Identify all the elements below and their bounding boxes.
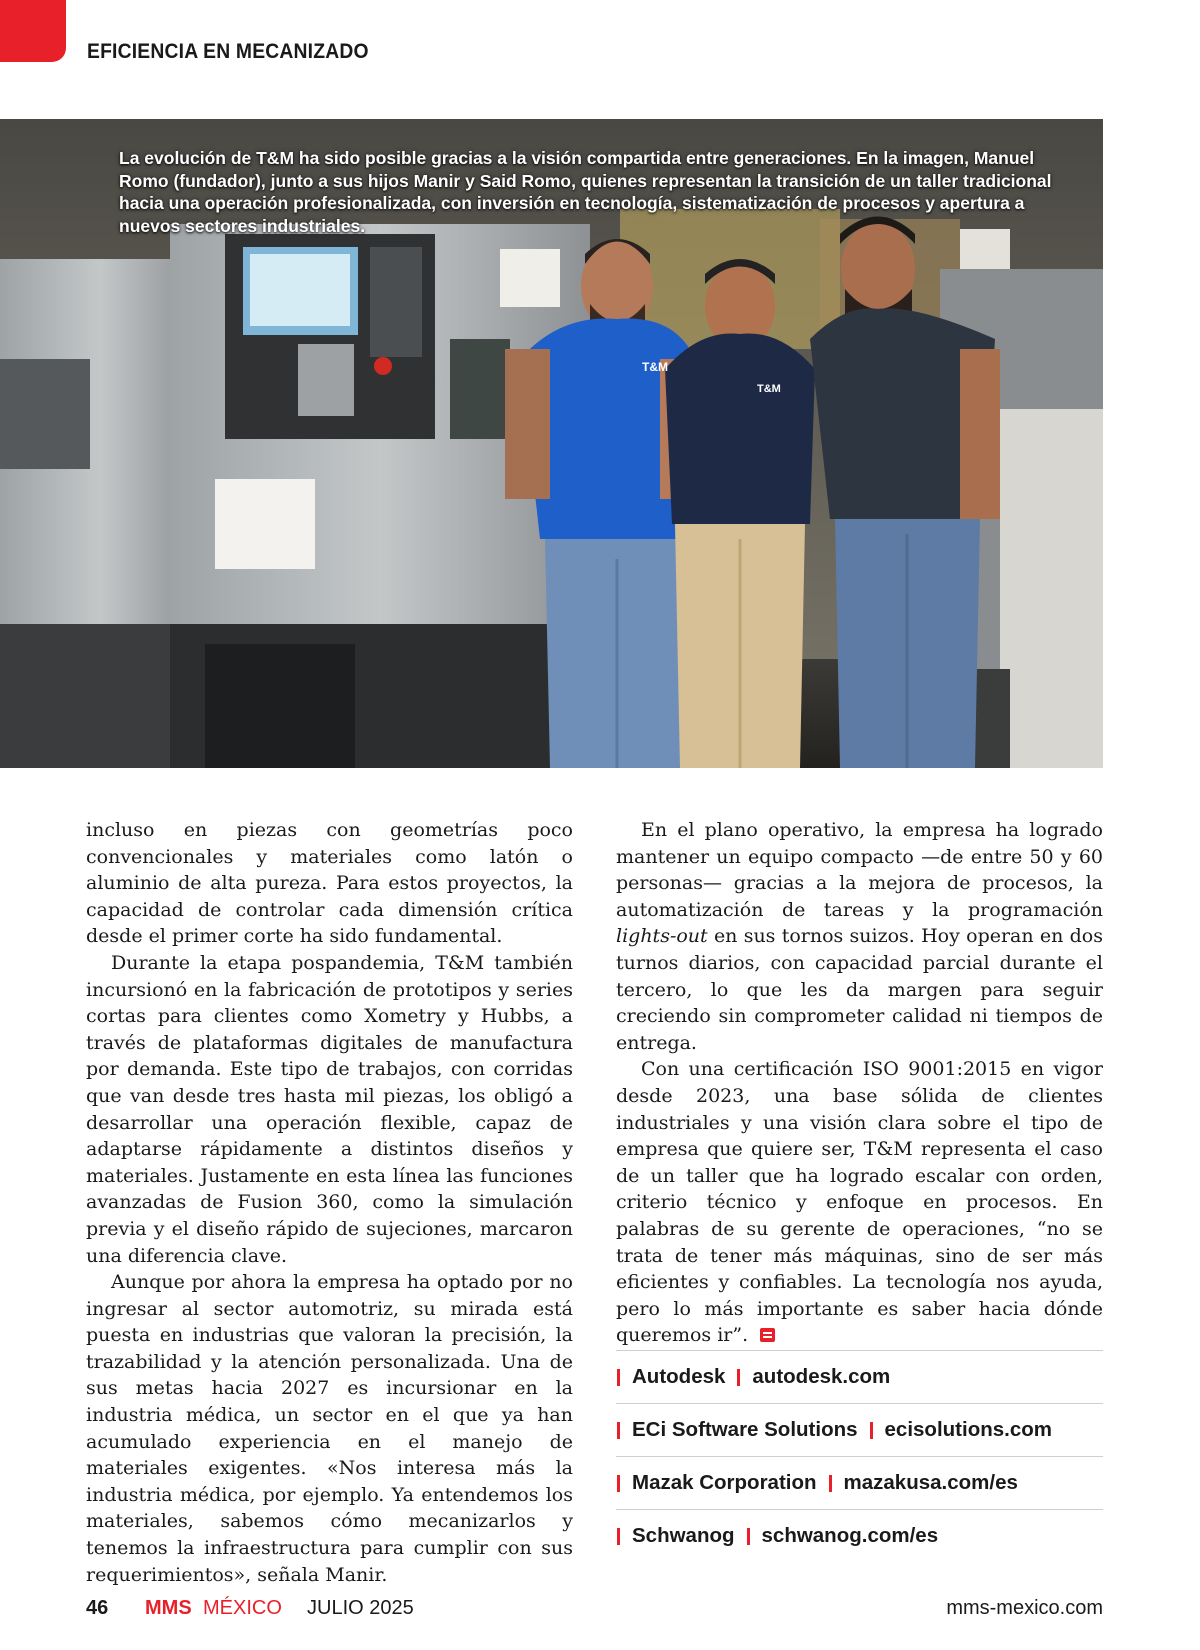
article-paragraph [616,1056,1103,1349]
shirt-logo-1: T&M [642,360,668,374]
shirt-logo-2: T&M [757,383,781,395]
section-title: EFICIENCIA EN MECANIZADO [87,40,369,63]
photo-caption: La evolución de T&M ha sido posible gracias a la visión compartida entre generaciones. En la imagen, Manuel Romo (fundador), junto a sus hijos Manir y Said Romo, quienes representan la transición de un taller tradicional hacia una operación profesionalizada, con inversión en tecnología, sistematización de procesos y apertura a nuevos sectores industriales. [119,148,1052,236]
paragraph-text: En el plano operativo, la empresa ha logrado mantener un equipo compacto —de entre 50 y 60 personas— gracias a la mejora de procesos, la automatización de tareas y la programación [616,819,1103,921]
brand-country: MÉXICO [203,1597,282,1619]
issue-date: JULIO 2025 [307,1597,414,1619]
corner-color-tab [0,0,66,62]
brand-name: MMS [145,1597,192,1619]
paragraph-text: Con una certificación ISO 9001:2015 en vigor desde 2023, una base sólida de clientes industriales y una visión clara sobre el tipo de empresa que quiere ser, T&M representa el caso de un taller que ha logrado escalar con orden, criterio técnico y enfoque en procesos. En palabras de su gerente de operaciones, “no se trata de tener más máquinas, sino de ser más eficientes y confiables. La tecnología nos ayuda, pero lo más importante es saber hacia dónde queremos ir”. [616,1058,1103,1347]
page-number: 46 [86,1597,109,1619]
source-company: Schwanog [632,1524,735,1547]
paragraph-text: en sus tornos suizos. Hoy operan en dos turnos diarios, con capacidad parcial durante el tercero, lo que les da margen para seguir creciendo sin comprometer calidad ni tiempos de entrega. [616,925,1103,1054]
source-item [616,1457,1103,1510]
red-bar-marker [617,1528,620,1545]
red-bar-marker [617,1369,620,1386]
page-footer [86,1597,1103,1627]
source-item [616,1351,1103,1404]
source-company: Mazak Corporation [632,1471,817,1494]
red-bar-separator [737,1369,740,1386]
article-column-left [86,817,573,1588]
website-link[interactable]: mms-mexico.com [946,1597,1103,1619]
article-column-right [616,817,1103,1349]
red-bar-separator [829,1475,832,1492]
sources-list [616,1350,1103,1562]
source-company: Autodesk [632,1365,726,1388]
source-link[interactable]: schwanog.com/es [761,1524,939,1547]
article-paragraph: Aunque por ahora la empresa ha optado por no ingresar al sector automotriz, su mirada está puesta en industrias que valoran la precisión, la trazabilidad y la atención personalizada. Una de sus metas hacia 2027 es incursionar en la industria médica, un sector en el que ya han acumulado experiencia en el manejo de materiales exigentes. «Nos interesa más la industria médica, por ejemplo. Ya entendemos los materiales, sabemos cómo mecanizarlos y tenemos la infraestructura para cumplir con sus requerimientos», señala Manir. [86,1271,573,1586]
red-bar-separator [747,1528,750,1545]
red-bar-separator [870,1422,873,1439]
source-item [616,1404,1103,1457]
red-bar-marker [617,1422,620,1439]
article-paragraph: incluso en piezas con geometrías poco convencionales y materiales como latón o aluminio de alta pureza. Para estos proyectos, la capacidad de controlar cada dimensión crítica desde el primer corte ha sido fundamental. [86,819,573,948]
article-end-icon [760,1328,775,1342]
source-link[interactable]: ecisolutions.com [884,1418,1052,1441]
emphasis-text: lights-out [616,925,708,948]
source-link[interactable]: mazakusa.com/es [843,1471,1018,1494]
article-paragraph [616,817,1103,1056]
hero-photo [0,119,1103,768]
source-link[interactable]: autodesk.com [752,1365,891,1388]
source-company: ECi Software Solutions [632,1418,858,1441]
source-item [616,1510,1103,1562]
article-paragraph: Durante la etapa pospandemia, T&M también incursionó en la fabricación de prototipos y series cortas para clientes como Xometry y Hubbs, a través de plataformas digitales de manufactura por demanda. Este tipo de trabajos, con corridas que van desde tres hasta mil piezas, los obligó a desarrollar una operación flexible, capaz de adaptarse rápidamente a distintos diseños y materiales. Justamente en esta línea las funciones avanzadas de Fusion 360, como la simulación previa y el diseño rápido de sujeciones, marcaron una diferencia clave. [86,951,573,1267]
red-bar-marker [617,1475,620,1492]
